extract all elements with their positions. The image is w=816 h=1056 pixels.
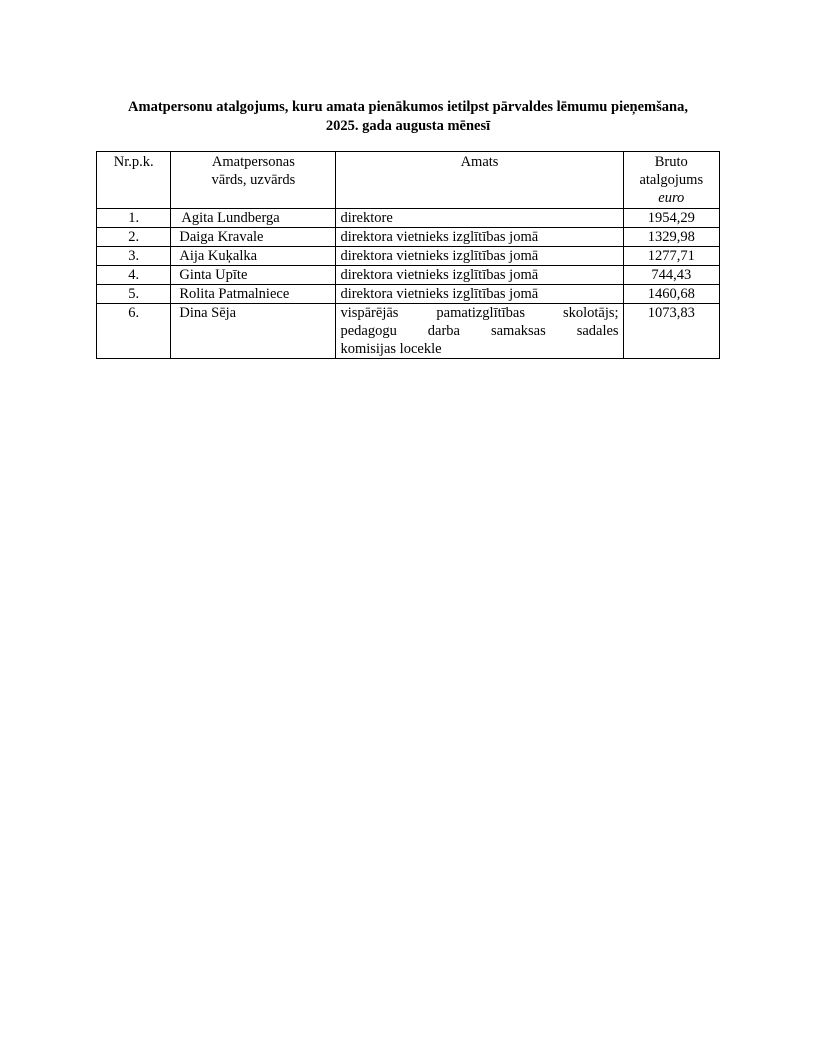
row-salary: 744,43 [623, 266, 719, 285]
row-position-line-3: komisijas locekle [340, 341, 442, 357]
table-row [97, 209, 720, 228]
header-name-line-1: Amatpersonas [211, 154, 295, 170]
table-row [97, 228, 720, 247]
header-name-line-2: vārds, uzvārds [211, 172, 296, 188]
row-salary: 1277,71 [623, 247, 719, 266]
row-position-line-2: pedagogu darba samaksas sadales [340, 323, 619, 339]
row-nr: 2. [97, 228, 171, 247]
row-nr: 3. [97, 247, 171, 266]
row-salary: 1329,98 [623, 228, 719, 247]
title-line-1: Amatpersonu atalgojums, kuru amata pienākumos ietilpst pārvaldes lēmumu pieņemšana, [128, 99, 688, 115]
table-row [97, 266, 720, 285]
header-nr: Nr.p.k. [97, 152, 171, 209]
row-name: Aija Kuķalka [171, 247, 336, 266]
row-position: direktore [336, 209, 623, 228]
row-nr: 4. [97, 266, 171, 285]
row-name: Agita Lundberga [171, 209, 336, 228]
table-row [97, 304, 720, 359]
row-position: direktora vietnieks izglītības jomā [336, 247, 623, 266]
header-position: Amats [336, 152, 623, 209]
row-name: Rolita Patmalniece [171, 285, 336, 304]
header-name [171, 152, 336, 209]
header-salary [623, 152, 719, 209]
document-title [96, 98, 720, 136]
row-nr: 1. [97, 209, 171, 228]
header-salary-line-1: Bruto [654, 154, 688, 170]
row-position: direktora vietnieks izglītības jomā [336, 228, 623, 247]
table-header-row [97, 152, 720, 209]
table-row [97, 285, 720, 304]
row-position: direktora vietnieks izglītības jomā [336, 285, 623, 304]
row-position: direktora vietnieks izglītības jomā [336, 266, 623, 285]
salary-table [96, 151, 720, 359]
row-position [336, 304, 623, 359]
row-name: Ginta Upīte [171, 266, 336, 285]
table-row [97, 247, 720, 266]
header-salary-unit: euro [658, 190, 685, 206]
row-name: Daiga Kravale [171, 228, 336, 247]
header-salary-line-2: atalgojums [639, 172, 704, 188]
row-nr: 6. [97, 304, 171, 359]
row-position-line-1: vispārējās pamatizglītības skolotājs; [340, 305, 619, 321]
row-salary: 1460,68 [623, 285, 719, 304]
row-name: Dina Sēja [171, 304, 336, 359]
title-line-2: 2025. gada augusta mēnesī [325, 118, 491, 134]
row-nr: 5. [97, 285, 171, 304]
row-salary: 1073,83 [623, 304, 719, 359]
row-salary: 1954,29 [623, 209, 719, 228]
